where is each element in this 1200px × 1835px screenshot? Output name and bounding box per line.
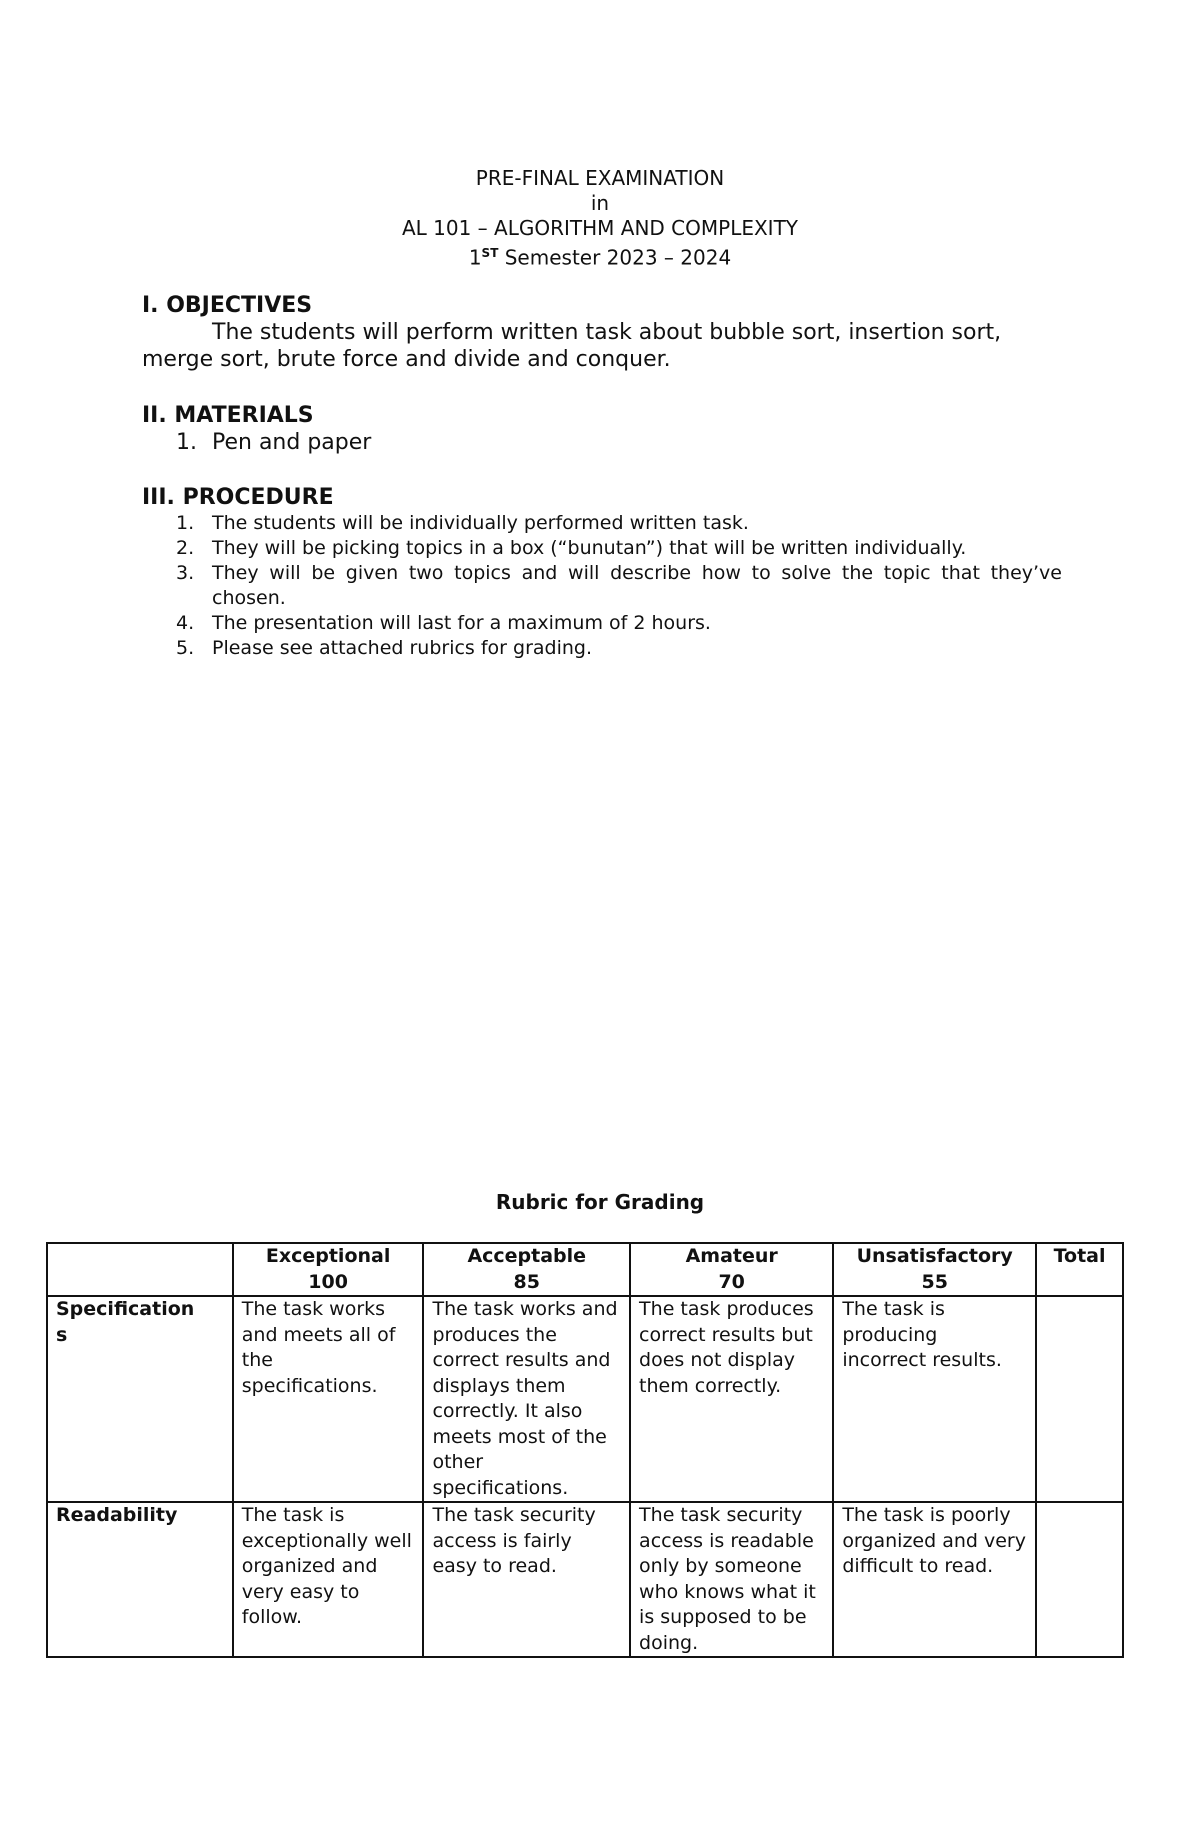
exam-in: in [590, 191, 610, 215]
semester-line: 1ST Semester 2023 – 2024 [468, 245, 732, 270]
header-exceptional: Exceptional 100 [233, 1243, 424, 1296]
exam-title: PRE-FINAL EXAMINATION [475, 166, 725, 190]
procedure-section [142, 484, 1062, 661]
header-acceptable: Acceptable 85 [423, 1243, 630, 1296]
table-cell: The task is producing incorrect results. [833, 1296, 1036, 1502]
header-total: Total [1036, 1243, 1123, 1296]
table-corner-cell [47, 1243, 233, 1296]
row-label-specifications: Specification s [47, 1296, 233, 1502]
table-cell: The task security access is fairly easy to read. [423, 1502, 630, 1657]
header-amateur: Amateur 70 [630, 1243, 833, 1296]
table-cell: The task is poorly organized and very difficult to read. [833, 1502, 1036, 1657]
exam-header [0, 166, 1200, 271]
objectives-text: The students will perform written task about bubble sort, insertion sort, merge sort, brute force and divide and conquer. [142, 320, 1002, 372]
procedure-list [142, 511, 1062, 661]
total-cell [1036, 1296, 1123, 1502]
row-label-readability: Readability [47, 1502, 233, 1657]
table-row [47, 1502, 1123, 1657]
header-unsatisfactory: Unsatisfactory 55 [833, 1243, 1036, 1296]
list-item: 3. They will be given two topics and will describe how to solve the topic that they’ve chosen. [176, 562, 1062, 609]
objectives-heading: I. OBJECTIVES [142, 293, 313, 318]
course-title: AL 101 – ALGORITHM AND COMPLEXITY [401, 216, 799, 240]
list-item: 1. Pen and paper [176, 430, 372, 455]
table-header-row [47, 1243, 1123, 1296]
materials-heading: II. MATERIALS [142, 403, 314, 428]
materials-list [142, 429, 1062, 456]
procedure-heading: III. PROCEDURE [142, 485, 334, 510]
list-item: 2. They will be picking topics in a box (“bunutan”) that will be written individually. [176, 537, 967, 559]
table-row [47, 1296, 1123, 1502]
list-item: 4. The presentation will last for a maximum of 2 hours. [176, 612, 711, 634]
table-cell: The task produces correct results but does not display them correctly. [630, 1296, 833, 1502]
total-cell [1036, 1502, 1123, 1657]
table-cell: The task works and produces the correct results and displays them correctly. It also meets most of the other specifications. [423, 1296, 630, 1502]
objectives-section [142, 292, 1062, 373]
materials-section [142, 402, 1062, 456]
table-cell: The task works and meets all of the specifications. [233, 1296, 424, 1502]
rubric-table [46, 1242, 1124, 1658]
rubric-title: Rubric for Grading [495, 1190, 705, 1214]
table-cell: The task security access is readable only by someone who knows what it is supposed to be doing. [630, 1502, 833, 1657]
list-item: 1. The students will be individually performed written task. [176, 512, 749, 534]
list-item: 5. Please see attached rubrics for grading. [176, 637, 593, 659]
table-cell: The task is exceptionally well organized and very easy to follow. [233, 1502, 424, 1657]
